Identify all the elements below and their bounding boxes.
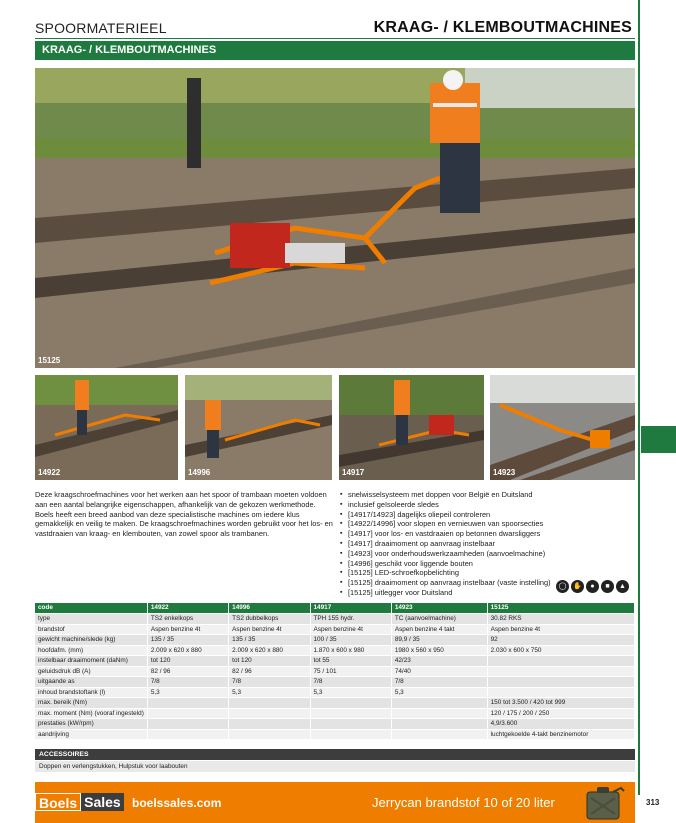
spec-table-row — [35, 614, 635, 625]
page-number: 313 — [646, 798, 660, 807]
spec-cell: TS2 enkelkops — [147, 614, 228, 625]
spec-cell: TS2 dubbelkops — [229, 614, 310, 625]
footer-banner — [35, 782, 635, 823]
spec-cell: 82 / 96 — [147, 666, 228, 677]
promo-text: Jerrycan brandstof 10 of 20 liter — [372, 795, 555, 810]
thumb-photo-4 — [490, 375, 635, 480]
logo-part-2: Sales — [81, 793, 124, 811]
spec-row-label: geluidsdruk dB (A) — [35, 666, 147, 677]
feature-item: ▪ [14917] voor los- en vastdraaien op betonnen dwarsliggers — [340, 529, 590, 539]
spec-cell: 7/8 — [391, 677, 487, 688]
thumb-photo-1-code: 14922 — [38, 468, 61, 477]
spec-table-row — [35, 666, 635, 677]
spec-cell: Aspen benzine 4t — [229, 624, 310, 635]
spec-header-cell: 15125 — [487, 603, 634, 614]
spec-header-cell: code — [35, 603, 147, 614]
feature-item: ▪ [14922/14996] voor slopen en vernieuwen van spoorsecties — [340, 519, 590, 529]
logo-part-1: Boels — [35, 793, 81, 811]
spec-cell — [310, 698, 391, 709]
spec-cell: Aspen benzine 4t — [147, 624, 228, 635]
spec-row-label: brandstof — [35, 624, 147, 635]
spec-cell: 5,3 — [310, 687, 391, 698]
spec-cell: 5,3 — [147, 687, 228, 698]
spec-row-label: gewicht machine/slede (kg) — [35, 635, 147, 646]
spec-cell: 5,3 — [229, 687, 310, 698]
spec-table-row — [35, 698, 635, 709]
spec-cell — [147, 708, 228, 719]
spec-cell — [487, 677, 634, 688]
spec-cell — [310, 729, 391, 740]
feature-item: ▪ [15125] draaimoment op aanvraag instelbaar (vaste instelling) — [340, 578, 590, 588]
page-title: KRAAG- / KLEMBOUTMACHINES — [373, 19, 632, 36]
spec-cell: 120 / 175 / 200 / 250 — [487, 708, 634, 719]
spec-cell: Aspen benzine 4t — [310, 624, 391, 635]
thumb-photo-3 — [339, 375, 484, 480]
thumb-photo-2-code: 14996 — [188, 468, 211, 477]
page-category: SPOORMATERIEEL — [35, 20, 167, 36]
spec-cell: 150 tot 3.500 / 420 tot 999 — [487, 698, 634, 709]
spec-table-row — [35, 708, 635, 719]
section-title-bar: KRAAG- / KLEMBOUTMACHINES — [35, 41, 635, 60]
spec-row-label: prestaties (kW/rpm) — [35, 719, 147, 730]
spec-cell — [391, 719, 487, 730]
spec-table-row — [35, 635, 635, 646]
spec-row-label: uitgaande as — [35, 677, 147, 688]
safety-icons — [556, 580, 629, 593]
spec-cell: luchtgekoelde 4-takt benzinemotor — [487, 729, 634, 740]
spec-cell — [391, 708, 487, 719]
spec-row-label: max. moment (Nm) (vooraf ingesteld) — [35, 708, 147, 719]
spec-cell: 75 / 101 — [310, 666, 391, 677]
spec-row-label: inhoud brandstoftank (l) — [35, 687, 147, 698]
spec-cell: 100 / 35 — [310, 635, 391, 646]
spec-cell — [147, 719, 228, 730]
feature-item: ▪ [15125] LED-schroefkopbelichting — [340, 568, 590, 578]
spec-cell: tot 55 — [310, 656, 391, 667]
spec-cell: 5,3 — [391, 687, 487, 698]
spec-cell: tot 120 — [229, 656, 310, 667]
spec-cell — [229, 719, 310, 730]
spec-table — [35, 603, 635, 740]
section-side-tab — [641, 426, 676, 453]
thumb-photo-1 — [35, 375, 178, 480]
spec-cell: TC (aanvoelmachine) — [391, 614, 487, 625]
glove-icon: ● — [586, 580, 599, 593]
spec-cell: Aspen benzine 4 takt — [391, 624, 487, 635]
spec-cell: 92 — [487, 635, 634, 646]
jerrycan-icon — [583, 786, 627, 820]
thumb-photo-4-code: 14923 — [493, 468, 516, 477]
spec-cell: 82 / 96 — [229, 666, 310, 677]
spec-cell — [310, 708, 391, 719]
spec-table-row — [35, 729, 635, 740]
spec-cell: 1980 x 560 x 950 — [391, 645, 487, 656]
spec-cell — [310, 719, 391, 730]
spec-cell — [229, 729, 310, 740]
spec-cell: 7/8 — [310, 677, 391, 688]
spec-cell — [487, 666, 634, 677]
spec-cell: tot 120 — [147, 656, 228, 667]
feature-item: ▪ [14923] voor onderhoudswerkzaamheden (aanvoelmachine) — [340, 549, 590, 559]
boels-sales-logo — [35, 793, 124, 811]
spec-table-row — [35, 656, 635, 667]
boot-icon: ■ — [601, 580, 614, 593]
feature-item: ▪ [14917] draaimoment op aanvraag instelbaar — [340, 539, 590, 549]
spec-row-label: hoofdafm. (mm) — [35, 645, 147, 656]
accessories-text: Doppen en verlengstukken, Hulpstuk voor laabouten — [35, 761, 635, 772]
spec-table-row — [35, 687, 635, 698]
spec-row-label: aandrijving — [35, 729, 147, 740]
feature-list — [340, 490, 590, 598]
spec-cell — [229, 698, 310, 709]
spec-cell: 7/8 — [229, 677, 310, 688]
accessories-title: ACCESSOIRES — [35, 749, 635, 760]
spec-cell: Aspen benzine 4t — [487, 624, 634, 635]
spec-cell: 7/8 — [147, 677, 228, 688]
helmet-icon: ▲ — [616, 580, 629, 593]
spec-cell: 30.82 RKS — [487, 614, 634, 625]
feature-item: ▪ [15125] uitlegger voor Duitsland — [340, 588, 590, 598]
thumb-photo-3-code: 14917 — [342, 468, 365, 477]
spec-table-header — [35, 603, 635, 614]
spec-cell: 135 / 35 — [229, 635, 310, 646]
main-product-photo — [35, 68, 635, 368]
spec-cell: 89,9 / 35 — [391, 635, 487, 646]
spec-cell: 42/23 — [391, 656, 487, 667]
ear-protection-icon: ◯ — [556, 580, 569, 593]
spec-row-label: instelbaar draaimoment (daNm) — [35, 656, 147, 667]
thumb-photo-2 — [185, 375, 332, 480]
spec-cell: 1.870 x 600 x 980 — [310, 645, 391, 656]
spec-table-row — [35, 624, 635, 635]
spec-cell — [391, 698, 487, 709]
margin-divider — [638, 0, 640, 795]
spec-cell: 2.009 x 620 x 880 — [147, 645, 228, 656]
spec-cell: 2.030 x 600 x 750 — [487, 645, 634, 656]
product-description: Deze kraagschroefmachines voor het werken aan het spoor of trambaan moeten voldoen aan een aantal belangrijke eigenschappen, afhankelijk van de gekozen werkmethode. Boels heeft een breed aanbod van deze specialistische machines om iedere klus gemakkelijk en veilig te maken. De kraagschroefmachines worden gebruikt voor het los- en vastdraaien van kraag- en klembouten, van zowel spoor als trambanen. — [35, 490, 333, 539]
spec-header-cell: 14917 — [310, 603, 391, 614]
spec-cell — [147, 729, 228, 740]
spec-cell: 74/40 — [391, 666, 487, 677]
hand-icon: ✋ — [571, 580, 584, 593]
spec-cell: TPH 155 hydr. — [310, 614, 391, 625]
spec-table-row — [35, 645, 635, 656]
feature-item: ▪ [14996] geschikt voor liggende bouten — [340, 559, 590, 569]
spec-cell — [147, 698, 228, 709]
spec-cell: 135 / 35 — [147, 635, 228, 646]
feature-item: ▪ inclusief geïsoleerde sledes — [340, 500, 590, 510]
spec-cell — [229, 708, 310, 719]
header-divider — [35, 38, 635, 39]
spec-table-row — [35, 719, 635, 730]
spec-cell: 4,9/3.600 — [487, 719, 634, 730]
spec-row-label: type — [35, 614, 147, 625]
main-photo-code: 15125 — [38, 356, 61, 365]
spec-row-label: max. bereik (Nm) — [35, 698, 147, 709]
spec-header-cell: 14923 — [391, 603, 487, 614]
spec-cell: 2.009 x 620 x 880 — [229, 645, 310, 656]
spec-header-cell: 14996 — [229, 603, 310, 614]
feature-item: ▪ [14917/14923] dagelijks oliepeil controleren — [340, 510, 590, 520]
spec-header-cell: 14922 — [147, 603, 228, 614]
website-link[interactable]: boelssales.com — [132, 796, 222, 810]
spec-cell — [487, 687, 634, 698]
spec-cell — [487, 656, 634, 667]
spec-cell — [391, 729, 487, 740]
feature-item: ▪ snelwisselsysteem met doppen voor België en Duitsland — [340, 490, 590, 500]
spec-table-row — [35, 677, 635, 688]
